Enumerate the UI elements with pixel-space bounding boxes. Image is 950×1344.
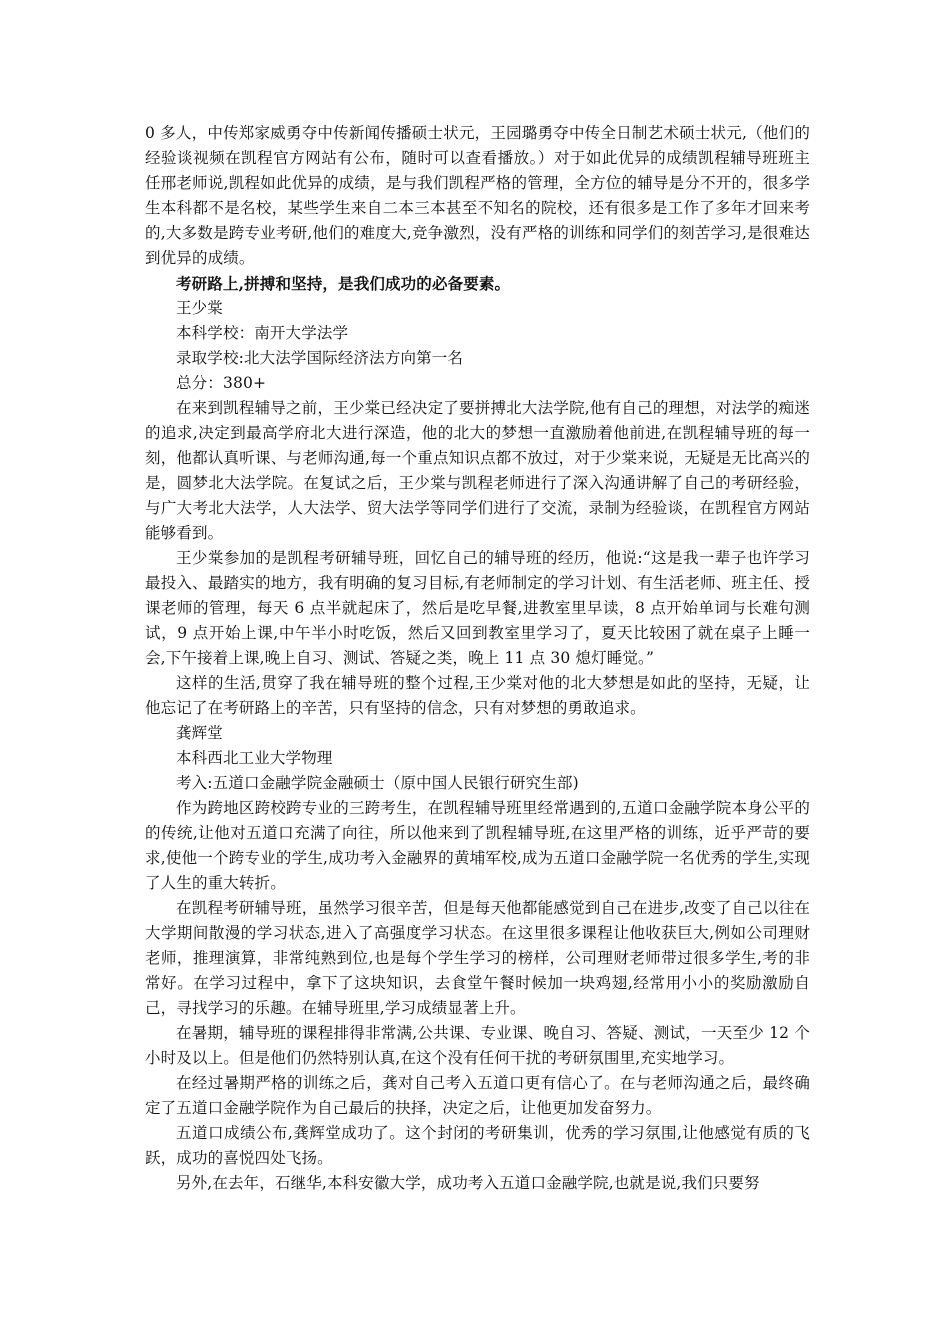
student-name-wang: 王少棠: [176, 299, 223, 317]
total-score-wang: 总分：380+: [176, 374, 267, 392]
story-paragraph-gong-4: 在经过暑期严格的训练之后，龚对自己考入五道口更有信心了。在与老师沟通之后，最终确定了五道口金融学院作为自己最后的抉择，决定之后，让他更加发奋努力。: [145, 1074, 810, 1117]
motto-heading: 考研路上,拼搏和坚持，是我们成功的必备要素。: [176, 274, 511, 293]
admitted-school-gong: 考入:五道口金融学院金融硕士（原中国人民银行研究生部): [176, 774, 579, 792]
intro-paragraph: 0 多人，中传郑家威勇夺中传新闻传播硕士状元，王园璐勇夺中传全日制艺术硕士状元,（他们的经验谈视频在凯程官方网站有公布，随时可以查看播放。）对于如此优异的成绩凯程辅导班班主任邢老师说,凯程如此优异的成绩，是与我们凯程严格的管理，全方位的辅导是分不开的，很多学生本科都不是名校，某些学生来自二本三本甚至不知名的院校，还有很多是工作了多年才回来考的,大多数是跨专业考研,他们的难度大,竞争激烈，没有严格的训练和同学们的刻苦学习,是很难达到优异的成绩。: [145, 124, 810, 267]
student-name-gong: 龚辉堂: [176, 724, 223, 742]
story-paragraph-wang-1: 在来到凯程辅导之前，王少棠已经决定了要拼搏北大法学院,他有自己的理想，对法学的痴迷的追求,决定到最高学府北大进行深造，他的北大的梦想一直激励着他前进,在凯程辅导班的每一刻，他都认真听课、与老师沟通,每一个重点知识点都不放过，对于少棠来说，无疑是无比高兴的是，圆梦北大法学院。在复试之后，王少棠与凯程老师进行了深入沟通讲解了自己的考研经验，与广大考北大法学，人大法学、贸大法学等同学们进行了交流，录制为经验谈，在凯程官方网站能够看到。: [145, 399, 810, 542]
closing-paragraph: 另外,在去年，石继华,本科安徽大学，成功考入五道口金融学院,也就是说,我们只要努: [176, 1174, 760, 1192]
undergrad-school-wang: 本科学校：南开大学法学: [176, 324, 349, 342]
story-paragraph-wang-3: 这样的生活,贯穿了我在辅导班的整个过程,王少棠对他的北大梦想是如此的坚持，无疑，让他忘记了在考研路上的辛苦，只有坚持的信念，只有对梦想的勇敢追求。: [145, 674, 810, 717]
story-paragraph-gong-3: 在暑期，辅导班的课程排得非常满,公共课、专业课、晚自习、答疑、测试，一天至少 12 个小时及以上。但是他们仍然特别认真,在这个没有任何干扰的考研氛围里,充实地学习。: [145, 1024, 810, 1067]
story-paragraph-gong-1: 作为跨地区跨校跨专业的三跨考生，在凯程辅导班里经常遇到的,五道口金融学院本身公平的的传统,让他对五道口充满了向往，所以他来到了凯程辅导班,在这里严格的训练，近乎严苛的要求,使他一个跨专业的学生,成功考入金融界的黄埔军校,成为五道口金融学院一名优秀的学生,实现了人生的重大转折。: [145, 799, 810, 892]
story-paragraph-gong-2: 在凯程考研辅导班，虽然学习很辛苦，但是每天他都能感觉到自己在进步,改变了自己以往在大学期间散漫的学习状态,进入了高强度学习状态。在这里很多课程让他收获巨大,例如公司理财老师，推理演算，非常纯熟到位,也是每个学生学习的榜样，公司理财老师带过很多学生,考的非常好。在学习过程中，拿下了这块知识，去食堂午餐时候加一块鸡翅,经常用小小的奖励激励自己，寻找学习的乐趣。在辅导班里,学习成绩显著上升。: [145, 899, 810, 1017]
story-paragraph-gong-5: 五道口成绩公布,龚辉堂成功了。这个封闭的考研集训，优秀的学习氛围,让他感觉有质的飞跃，成功的喜悦四处飞扬。: [145, 1124, 810, 1167]
undergrad-school-gong: 本科西北工业大学物理: [176, 749, 333, 767]
document-body: [145, 121, 810, 1196]
admitted-school-wang: 录取学校:北大法学国际经济法方向第一名: [176, 349, 464, 367]
story-paragraph-wang-2: 王少棠参加的是凯程考研辅导班，回忆自己的辅导班的经历，他说:“这是我一辈子也许学习最投入、最踏实的地方，我有明确的复习目标,有老师制定的学习计划、有生活老师、班主任、授课老师的管理，每天 6 点半就起床了，然后是吃早餐,进教室里早读，8 点开始单词与长难句测试，9 点开始上课,中午半小时吃饭，然后又回到教室里学习了，夏天比较困了就在桌子上睡一会,下午接着上课,晚上自习、测试、答疑之类，晚上 11 点 30 熄灯睡觉。”: [145, 549, 810, 667]
